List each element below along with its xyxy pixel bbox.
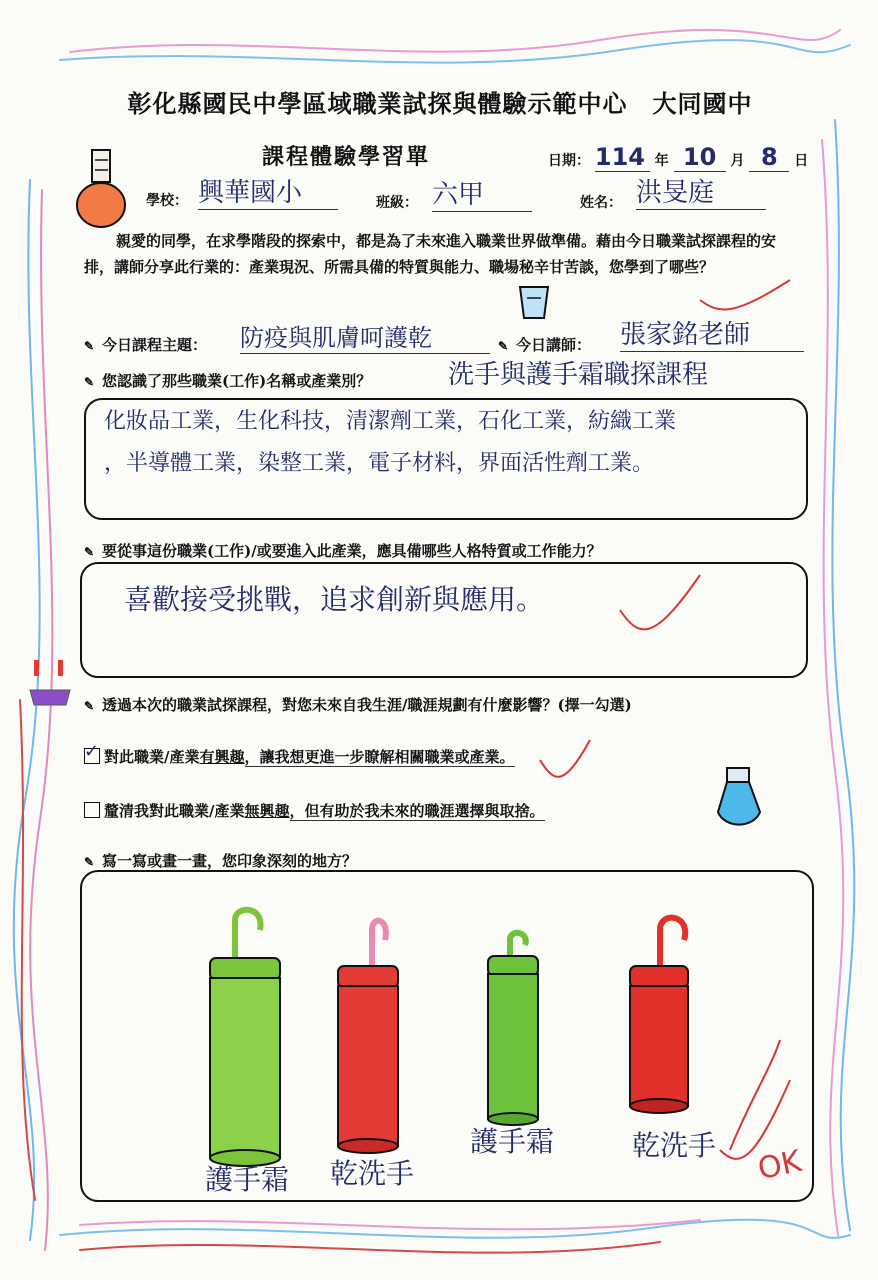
cup-blue-icon (520, 287, 548, 318)
name-label: 姓名： (580, 195, 622, 211)
option-interested-post: ，讓我想更進一步瞭解相關職業或產業。 (244, 748, 515, 766)
q4-label-row (84, 850, 357, 871)
q1-label-row (84, 370, 371, 391)
class-label: 班級： (376, 195, 418, 211)
option-not-interested-em: 無興趣 (244, 802, 290, 820)
drawing-label-2: 乾洗手 (330, 1157, 415, 1190)
topic-value: 防疫與肌膚呵護乾 (240, 318, 490, 354)
hand-cream-bottle-drawing-2 (488, 933, 538, 1125)
teacher-label-row (498, 334, 591, 355)
hand-cream-bottle-drawing (210, 910, 280, 1166)
date-month-unit: 月 (730, 153, 745, 169)
drawing-label-3: 護手霜 (470, 1125, 555, 1158)
intro-paragraph: 親愛的同學，在求學階段的探索中，都是為了未來進入職業世界做準備。藉由今日職業試探課程的安排，講師分享此行業的：產業現況、所需具備的特質與能力、職場秘辛甘苦談，您學到了哪些？ (84, 232, 777, 276)
option-interested-pre: 對此職業/產業 (104, 748, 200, 766)
option-interested-em: 有興趣 (199, 748, 245, 766)
option-interested-checkbox[interactable] (84, 741, 100, 764)
topic-label-row (84, 334, 207, 355)
drawing-label-1: 護手霜 (205, 1163, 290, 1196)
school-label: 學校： (146, 193, 188, 209)
checkmark-icon: ✓ (84, 741, 100, 762)
drawing-label-4: 乾洗手 (632, 1129, 717, 1162)
q2-label-row (84, 540, 602, 561)
hand-sanitizer-bottle-drawing-2 (630, 918, 688, 1113)
pencil-icon: ✎ (84, 339, 95, 353)
q3-option-interested[interactable] (84, 741, 515, 767)
bottle-blue-icon (718, 768, 760, 825)
hand-sanitizer-bottle-drawing (338, 921, 398, 1153)
q3-option-not-interested[interactable] (84, 800, 545, 821)
q1-answer-line2: ，半導體工業，染整工業，電子材料，界面活性劑工業。 (104, 451, 655, 476)
q1-answer-line1: 化妝品工業，生化科技，清潔劑工業，石化工業，紡織工業 (104, 409, 677, 434)
school-value: 興華國小 (198, 172, 338, 210)
teacher-label: 今日講師： (516, 336, 592, 354)
teacher-ok-mark: OK (754, 1143, 805, 1188)
class-value: 六甲 (432, 174, 532, 212)
pencil-icon: ✎ (84, 699, 95, 713)
pencil-icon: ✎ (498, 339, 509, 353)
option-not-interested-post: ，但有助於我未來的職涯選擇與取捨。 (289, 802, 545, 820)
q2-question: 要從事這份職業(工作)/或要進入此產業，應具備哪些人格特質或工作能力？ (102, 542, 602, 560)
date-day-unit: 日 (794, 153, 809, 169)
topic-value-continued: 洗手與護手霜職探課程 (448, 360, 709, 390)
q4-question: 寫一寫或畫一畫，您印象深刻的地方？ (102, 852, 358, 870)
pencil-icon: ✎ (84, 545, 95, 559)
q3-question: 透過本次的職業試探課程，對您未來自我生涯/職涯規劃有什麼影響？(擇一勾選) (102, 696, 632, 714)
page-title: 彰化縣國民中學區域職業試探與體驗示範中心 大同國中 (127, 89, 753, 118)
name-value: 洪旻庭 (636, 172, 766, 210)
option-not-interested-pre: 釐清我對此職業/產業 (104, 802, 245, 820)
pencil-icon: ✎ (84, 855, 95, 869)
date-year: 114 (595, 143, 650, 172)
q2-answer: 喜歡接受挑戰，追求創新與應用。 (124, 583, 545, 616)
page-subtitle: 課程體驗學習單 (262, 144, 431, 170)
date-month: 10 (674, 143, 726, 172)
q3-label-row (84, 694, 632, 715)
q1-question: 您認識了那些職業(工作)名稱或產業別？ (102, 372, 372, 390)
date-year-unit: 年 (654, 153, 669, 169)
candle-icon (30, 660, 70, 705)
date-day: 8 (749, 143, 789, 172)
date-field (548, 143, 808, 172)
teacher-value: 張家銘老師 (620, 314, 804, 352)
pencil-icon: ✎ (84, 375, 95, 389)
beaker-orange-icon (77, 150, 125, 227)
option-not-interested-checkbox[interactable] (84, 802, 100, 818)
date-label: 日期： (548, 153, 590, 169)
topic-label: 今日課程主題： (102, 336, 208, 354)
